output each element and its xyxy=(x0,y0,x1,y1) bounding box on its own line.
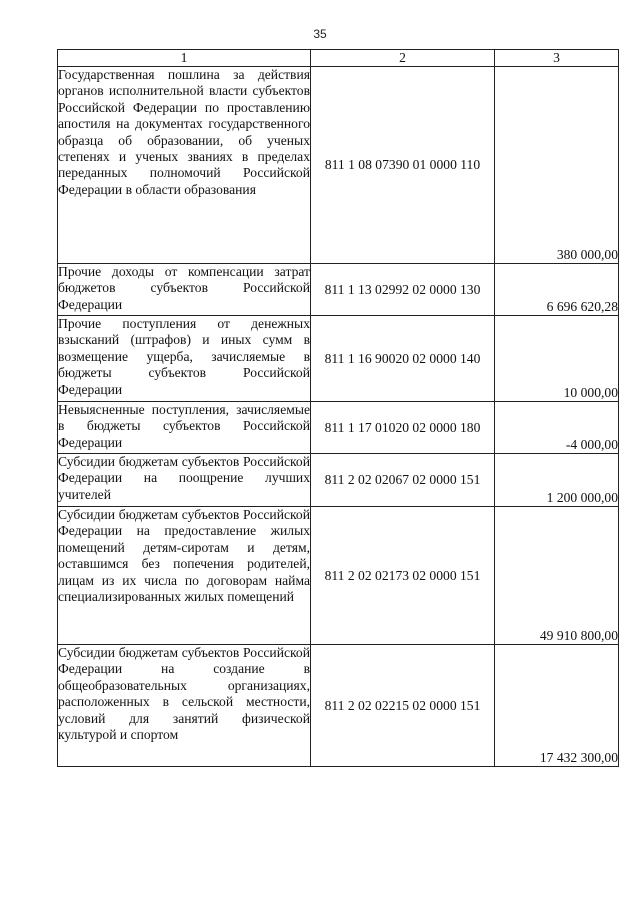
revenue-name: Государственная пошлина за действия органов исполнительной власти субъектов Российской Федерации по проставлению апостиля на документах государственного образца об образовании, об ученых степенях и ученых званиях в пределах переданных полномочий Российской Федерации в области образования xyxy=(58,67,311,264)
amount: 10 000,00 xyxy=(495,316,619,402)
table-row xyxy=(58,316,619,402)
table-header-row xyxy=(58,50,619,67)
column-header-1: 1 xyxy=(58,50,311,67)
column-header-2: 2 xyxy=(311,50,495,67)
revenue-name: Прочие поступления от денежных взысканий (штрафов) и иных сумм в возмещение ущерба, зачисляемые в бюджеты субъектов Российской Федерации xyxy=(58,316,311,402)
column-header-3: 3 xyxy=(495,50,619,67)
classification-code: 811 1 16 90020 02 0000 140 xyxy=(311,316,495,402)
table-row xyxy=(58,645,619,767)
amount: 380 000,00 xyxy=(495,67,619,264)
amount: 49 910 800,00 xyxy=(495,507,619,645)
budget-revenue-table xyxy=(57,49,619,767)
classification-code: 811 1 17 01020 02 0000 180 xyxy=(311,402,495,454)
revenue-name: Прочие доходы от компенсации затрат бюджетов субъектов Российской Федерации xyxy=(58,264,311,316)
revenue-name: Субсидии бюджетам субъектов Российской Федерации на предоставление жилых помещений детям-сиротам и детям, оставшимся без попечения родителей, лицам из их числа по договорам найма специализированных жилых помещений xyxy=(58,507,311,645)
revenue-name: Субсидии бюджетам субъектов Российской Федерации на поощрение лучших учителей xyxy=(58,454,311,507)
classification-code: 811 2 02 02067 02 0000 151 xyxy=(311,454,495,507)
revenue-name: Невыясненные поступления, зачисляемые в бюджеты субъектов Российской Федерации xyxy=(58,402,311,454)
table-row xyxy=(58,264,619,316)
classification-code: 811 1 13 02992 02 0000 130 xyxy=(311,264,495,316)
table-row xyxy=(58,454,619,507)
amount: 17 432 300,00 xyxy=(495,645,619,767)
table-row xyxy=(58,402,619,454)
table-row xyxy=(58,507,619,645)
classification-code: 811 2 02 02173 02 0000 151 xyxy=(311,507,495,645)
classification-code: 811 2 02 02215 02 0000 151 xyxy=(311,645,495,767)
amount: 6 696 620,28 xyxy=(495,264,619,316)
revenue-name: Субсидии бюджетам субъектов Российской Федерации на создание в общеобразовательных организациях, расположенных в сельской местности, условий для занятий физической культурой и спортом xyxy=(58,645,311,767)
table-row xyxy=(58,67,619,264)
classification-code: 811 1 08 07390 01 0000 110 xyxy=(311,67,495,264)
amount: -4 000,00 xyxy=(495,402,619,454)
page-number: 35 xyxy=(313,27,327,41)
amount: 1 200 000,00 xyxy=(495,454,619,507)
